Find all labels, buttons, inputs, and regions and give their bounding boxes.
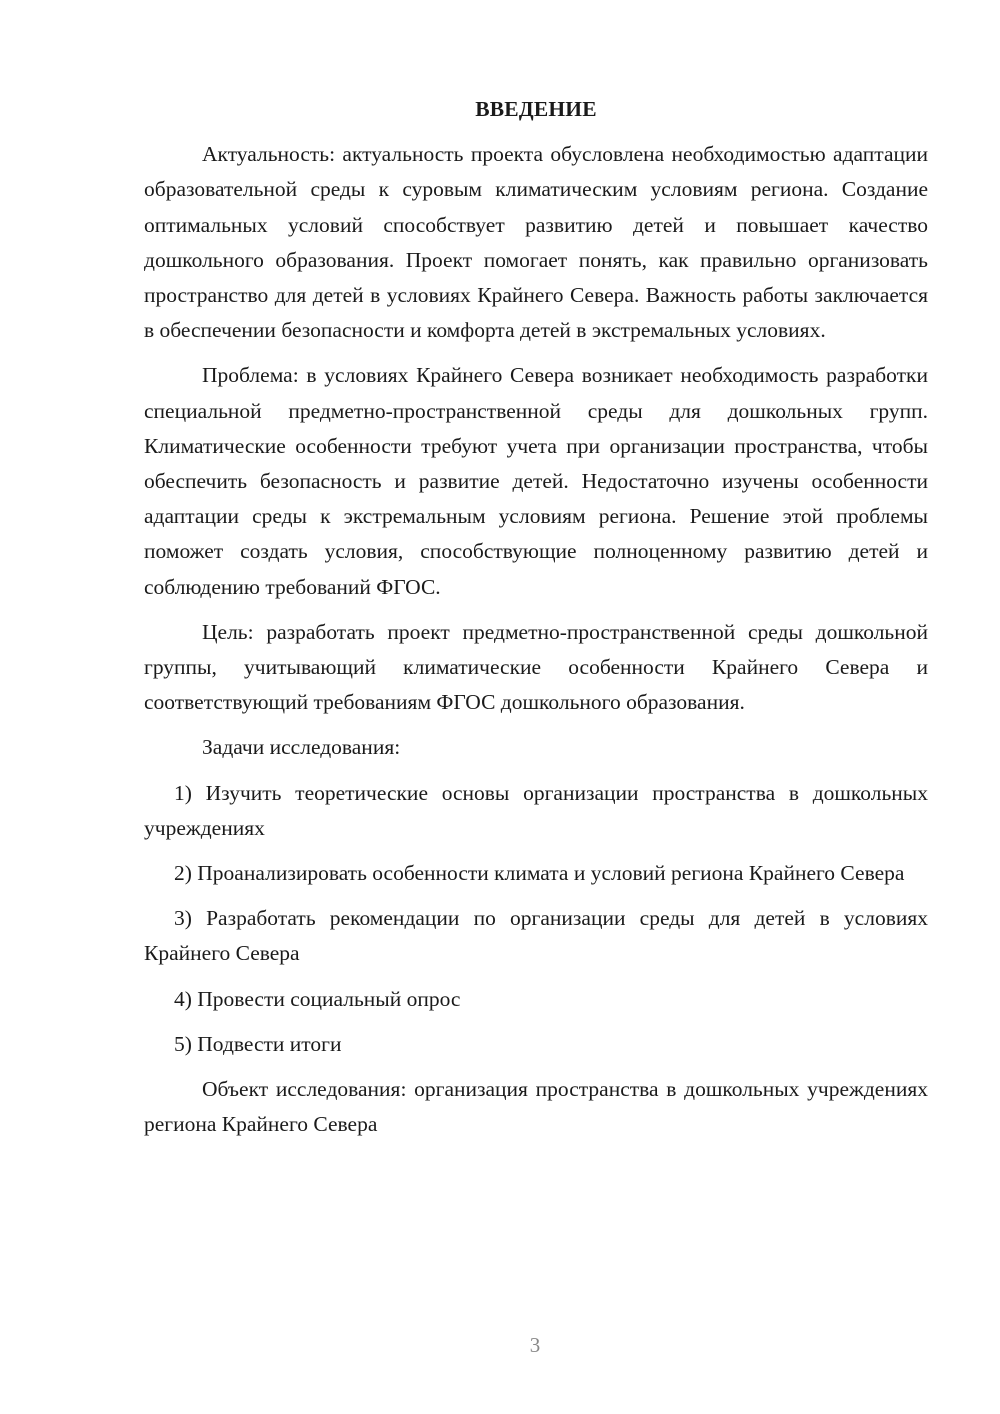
task-item-5: 5) Подвести итоги — [174, 1031, 342, 1056]
paragraph-tasks-heading: Задачи исследования: — [202, 735, 401, 760]
page-title: ВВЕДЕНИЕ — [475, 97, 597, 121]
task-item-3: 3) Разработать рекомендации по организации среды для детей в условиях Крайнего Севера — [144, 906, 928, 966]
task-item-1: 1) Изучить теоретические основы организации пространства в дошкольных учреждениях — [144, 780, 928, 840]
document-page — [144, 92, 928, 1152]
paragraph-goal: Цель: разработать проект предметно-пространственной среды дошкольной группы, учитывающий климатические особенности Крайнего Севера и соответствующий требованиям ФГОС дошкольного образования. — [144, 619, 928, 715]
page-number: 3 — [529, 1333, 541, 1357]
task-item-2: 2) Проанализировать особенности климата и условий региона Крайнего Севера — [174, 861, 905, 886]
task-item-4: 4) Провести социальный опрос — [174, 986, 461, 1011]
paragraph-relevance: Актуальность: актуальность проекта обусловлена необходимостью адаптации образовательной среды к суровым климатическим условиям региона. Создание оптимальных условий способствует развитию детей и повышает качество дошкольного образования. Проект помогает понять, как правильно организовать пространство для детей в условиях Крайнего Севера. Важность работы заключается в обеспечении безопасности и комфорта детей в экстремальных условиях. — [144, 142, 928, 343]
paragraph-problem: Проблема: в условиях Крайнего Севера возникает необходимость разработки специальной предметно-пространственной среды для дошкольных групп. Климатические особенности требуют учета при организации пространства, чтобы обеспечить безопасность и развитие детей. Недостаточно изучены особенности адаптации среды к экстремальным условиям региона. Решение этой проблемы поможет создать условия, способствующие полноценному развитию детей и соблюдению требований ФГОС. — [144, 363, 928, 599]
paragraph-object: Объект исследования: организация пространства в дошкольных учреждениях региона Крайнего Севера — [144, 1077, 928, 1137]
